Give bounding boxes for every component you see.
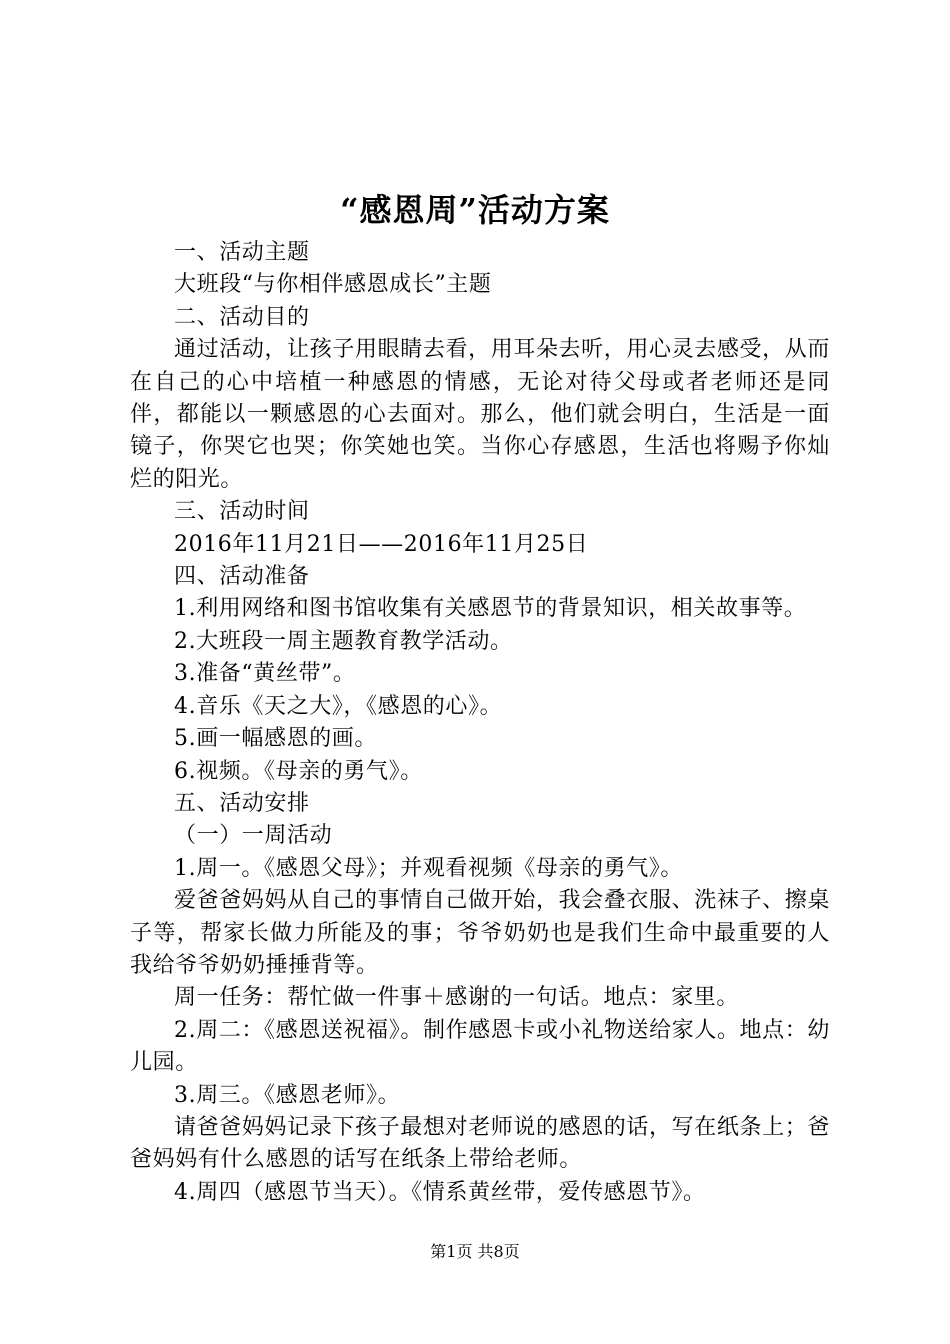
list-item: 2.大班段一周主题教育教学活动。 bbox=[174, 628, 513, 654]
paragraph-purpose: 通过活动，让孩子用眼睛去看，用耳朵去听，用心灵去感受，从而在自己的心中培植一种感恩的情感，无论对待父母或者老师还是同伴，都能以一颗感恩的心去面对。那么，他们就会明白，生活是一面镜子，你哭它也哭；你笑她也笑。当你心存感恩，生活也将赐予你灿烂的阳光。 bbox=[130, 337, 830, 492]
list-item: 2.周二：《感恩送祝福》。制作感恩卡或小礼物送给家人。地点：幼儿园。 bbox=[130, 1017, 830, 1076]
paragraph-monday-task: 周一任务：帮忙做一件事＋感谢的一句话。地点：家里。 bbox=[174, 985, 740, 1011]
document-title: “感恩周”活动方案 bbox=[340, 191, 610, 229]
document-body bbox=[130, 237, 830, 1209]
section-heading-time: 三、活动时间 bbox=[174, 499, 310, 525]
page-footer: 第1页 共8页 bbox=[430, 1242, 520, 1261]
list-item: 3.准备“黄丝带”。 bbox=[174, 661, 356, 687]
section-heading-preparation: 四、活动准备 bbox=[174, 564, 310, 590]
list-item: 1.利用网络和图书馆收集有关感恩节的背景知识，相关故事等。 bbox=[174, 596, 807, 622]
subsection-heading-week: （一）一周活动 bbox=[174, 823, 333, 849]
section-heading-arrangement: 五、活动安排 bbox=[174, 790, 310, 816]
list-item: 1.周一。《感恩父母》；并观看视频《母亲的勇气》。 bbox=[174, 855, 683, 881]
paragraph-theme: 大班段“与你相伴感恩成长”主题 bbox=[174, 272, 492, 298]
section-heading-purpose: 二、活动目的 bbox=[174, 304, 310, 330]
list-item: 4.周四（感恩节当天）。《情系黄丝带，爱传感恩节》。 bbox=[174, 1179, 706, 1205]
list-item: 4.音乐《天之大》，《感恩的心》。 bbox=[174, 693, 503, 719]
paragraph-wednesday-detail: 请爸爸妈妈记录下孩子最想对老师说的感恩的话，写在纸条上；爸爸妈妈有什么感恩的话写在纸条上带给老师。 bbox=[130, 1114, 830, 1173]
section-heading-theme: 一、活动主题 bbox=[174, 240, 310, 265]
list-item: 5.画一幅感恩的画。 bbox=[174, 726, 377, 752]
list-item: 6.视频。《母亲的勇气》。 bbox=[174, 758, 423, 784]
paragraph-monday-detail: 爱爸爸妈妈从自己的事情自己做开始，我会叠衣服、洗袜子、擦桌子等，帮家长做力所能及的事；爷爷奶奶也是我们生命中最重要的人我给爷爷奶奶捶捶背等。 bbox=[130, 888, 830, 978]
paragraph-time: 2016年11月21日——2016年11月25日 bbox=[174, 531, 589, 557]
list-item: 3.周三。《感恩老师》。 bbox=[174, 1082, 401, 1108]
